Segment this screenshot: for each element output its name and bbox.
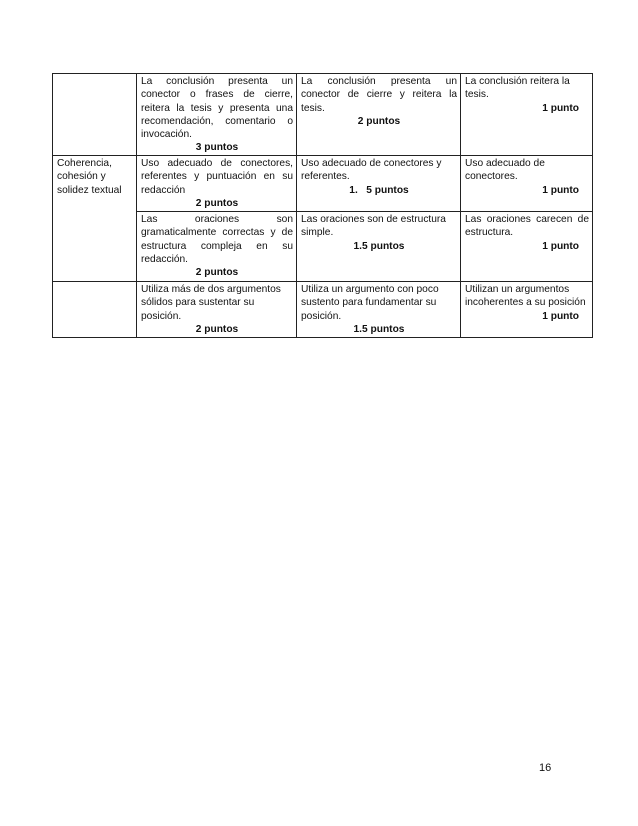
descriptor-text: La conclusión presenta un conector o frases de cierre, reitera la tesis y presenta una recomendación, comentario o invocación.	[141, 76, 293, 141]
page-number: 16	[539, 762, 552, 774]
score-label: 1 punto	[542, 310, 579, 322]
rubric-cell	[137, 74, 297, 156]
score-label: 2 puntos	[195, 267, 239, 279]
criterion-cell: Coherencia, cohesión y solidez textual	[53, 156, 137, 282]
descriptor-text: Utilizan un argumentos incoherentes a su posición	[465, 284, 586, 309]
descriptor-text: Las oraciones son gramaticalmente correctas y de estructura compleja en su redacción.	[141, 214, 293, 265]
score-label: 1 punto	[542, 102, 579, 114]
descriptor-text: Uso adecuado de conectores.	[465, 158, 545, 183]
rubric-cell	[297, 282, 461, 338]
rubric-table	[52, 73, 593, 338]
rubric-cell	[137, 212, 297, 282]
descriptor-text: La conclusión presenta un conector de cierre y reitera la tesis.	[301, 76, 457, 114]
table-row	[53, 74, 593, 156]
rubric-cell	[461, 212, 593, 282]
table-row	[53, 282, 593, 338]
descriptor-text: Utiliza más de dos argumentos sólidos para sustentar su posición.	[141, 284, 281, 322]
rubric-cell	[461, 156, 593, 212]
score-label: 3 puntos	[195, 142, 239, 154]
descriptor-text: Uso adecuado de conectores y referentes.	[301, 158, 442, 183]
score-label: 1.5 puntos	[353, 323, 405, 335]
score-label: 2 puntos	[195, 323, 239, 335]
rubric-cell	[137, 282, 297, 338]
rubric-cell	[461, 74, 593, 156]
rubric-cell	[297, 212, 461, 282]
score-label: 1. 5 puntos	[349, 184, 409, 196]
descriptor-text: Uso adecuado de conectores, referentes y puntuación en su redacción	[141, 158, 293, 196]
score-label: 1.5 puntos	[353, 240, 405, 252]
rubric-cell	[461, 282, 593, 338]
rubric-cell	[297, 156, 461, 212]
descriptor-text: Las oraciones son de estructura simple.	[301, 214, 446, 239]
score-label: 1 punto	[542, 184, 579, 196]
rubric-cell	[137, 156, 297, 212]
descriptor-text: Utiliza un argumento con poco sustento para fundamentar su posición.	[301, 284, 439, 322]
table-row	[53, 156, 593, 212]
rubric-cell	[297, 74, 461, 156]
empty-criterion-cell	[53, 74, 137, 156]
score-label: 2 puntos	[357, 115, 401, 127]
descriptor-text: Las oraciones carecen de estructura.	[465, 214, 589, 239]
descriptor-text: La conclusión reitera la tesis.	[465, 76, 570, 101]
score-label: 1 punto	[542, 240, 579, 252]
empty-criterion-cell	[53, 282, 137, 338]
score-label: 2 puntos	[195, 197, 239, 209]
